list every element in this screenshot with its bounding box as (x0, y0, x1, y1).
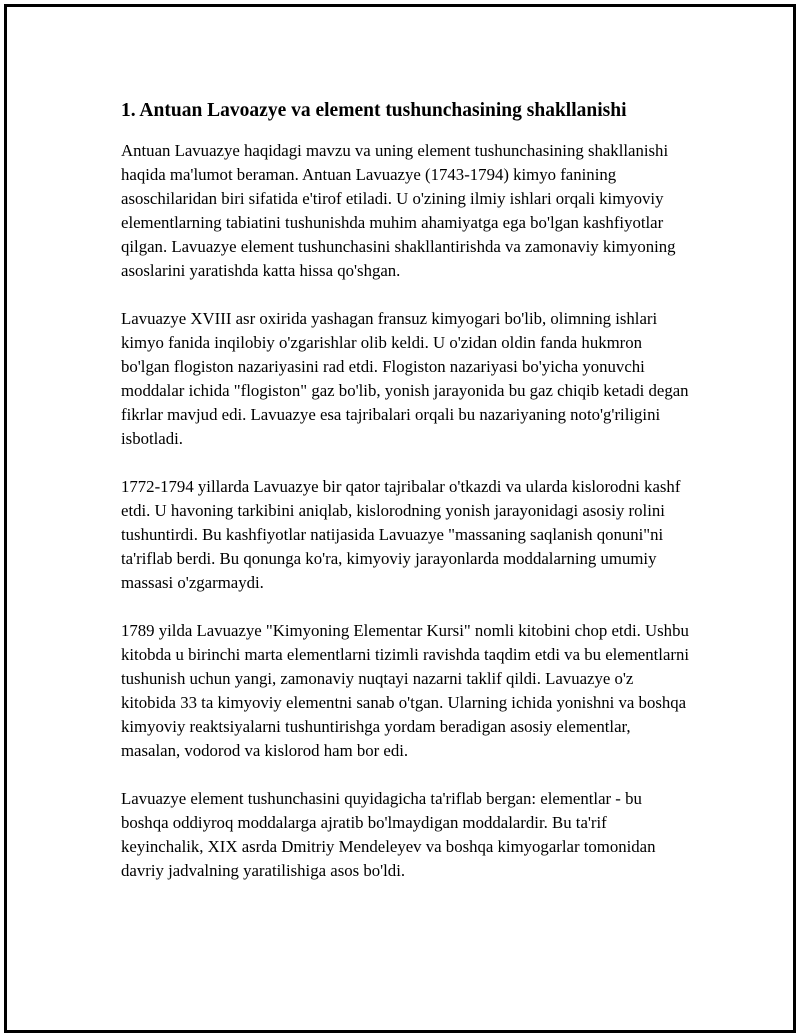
paragraph-1: Antuan Lavuazye haqidagi mavzu va uning element tushunchasining shakllanishi haqida ma'lumot beraman. Antuan Lavuazye (1743-1794) kimyo fanining asoschilaridan biri sifatida e'tirof etiladi. U o'zining ilmiy ishlari orqali kimyoviy elementlarning tabiatini tushunishda muhim ahamiyatga ega bo'lgan kashfiyotlar qilgan. Lavuazye element tushunchasini shakllantirishda va zamonaviy kimyoning asoslarini yaratishda katta hissa qo'shgan. (121, 141, 676, 280)
page-title: 1. Antuan Lavoazye va element tushunchasining shakllanishi (121, 100, 627, 121)
paragraph-4: 1789 yilda Lavuazye "Kimyoning Elementar Kursi" nomli kitobini chop etdi. Ushbu kitobda u birinchi marta elementlarni tizimli ravishda taqdim etdi va bu elementlarni tushunish uchun yangi, zamonaviy nuqtayi nazarni taklif qildi. Lavuazye o'z kitobida 33 ta kimyoviy elementni sanab o'tgan. Ularning ichida yonishni va boshqa kimyoviy reaktsiyalarni tushuntirishga yordam beradigan asosiy elementlar, masalan, vodorod va kislorod ham bor edi. (121, 621, 690, 760)
paragraph-5: Lavuazye element tushunchasini quyidagicha ta'riflab bergan: elementlar - bu boshqa oddiyroq moddalarga ajratib bo'lmaydigan moddalardir. Bu ta'rif keyinchalik, XIX asrda Dmitriy Mendeleyev va boshqa kimyogarlar tomonidan davriy jadvalning yaratilishiga asos bo'ldi. (121, 789, 656, 880)
paragraph-3: 1772-1794 yillarda Lavuazye bir qator tajribalar o'tkazdi va ularda kislorodni kashf etdi. U havoning tarkibini aniqlab, kislorodning yonish jarayonidagi asosiy rolini tushuntirdi. Bu kashfiyotlar natijasida Lavuazye "massaning saqlanish qonuni"ni ta'riflab berdi. Bu qonunga ko'ra, kimyoviy jarayonlarda moddalarning umumiy massasi o'zgarmaydi. (121, 477, 681, 592)
page-frame (4, 4, 796, 1033)
paragraph-2: Lavuazye XVIII asr oxirida yashagan fransuz kimyogari bo'lib, olimning ishlari kimyo fanida inqilobiy o'zgarishlar olib keldi. U o'zidan oldin fanda hukmron bo'lgan flogiston nazariyasini rad etdi. Flogiston nazariyasi bo'yicha yonuvchi moddalar ichida "flogiston" gaz bo'lib, yonish jarayonida bu gaz chiqib ketadi degan fikrlar mavjud edi. Lavuazye esa tajribalari orqali bu nazariyaning noto'g'riligini isbotladi. (121, 309, 689, 448)
document-body (121, 96, 691, 907)
